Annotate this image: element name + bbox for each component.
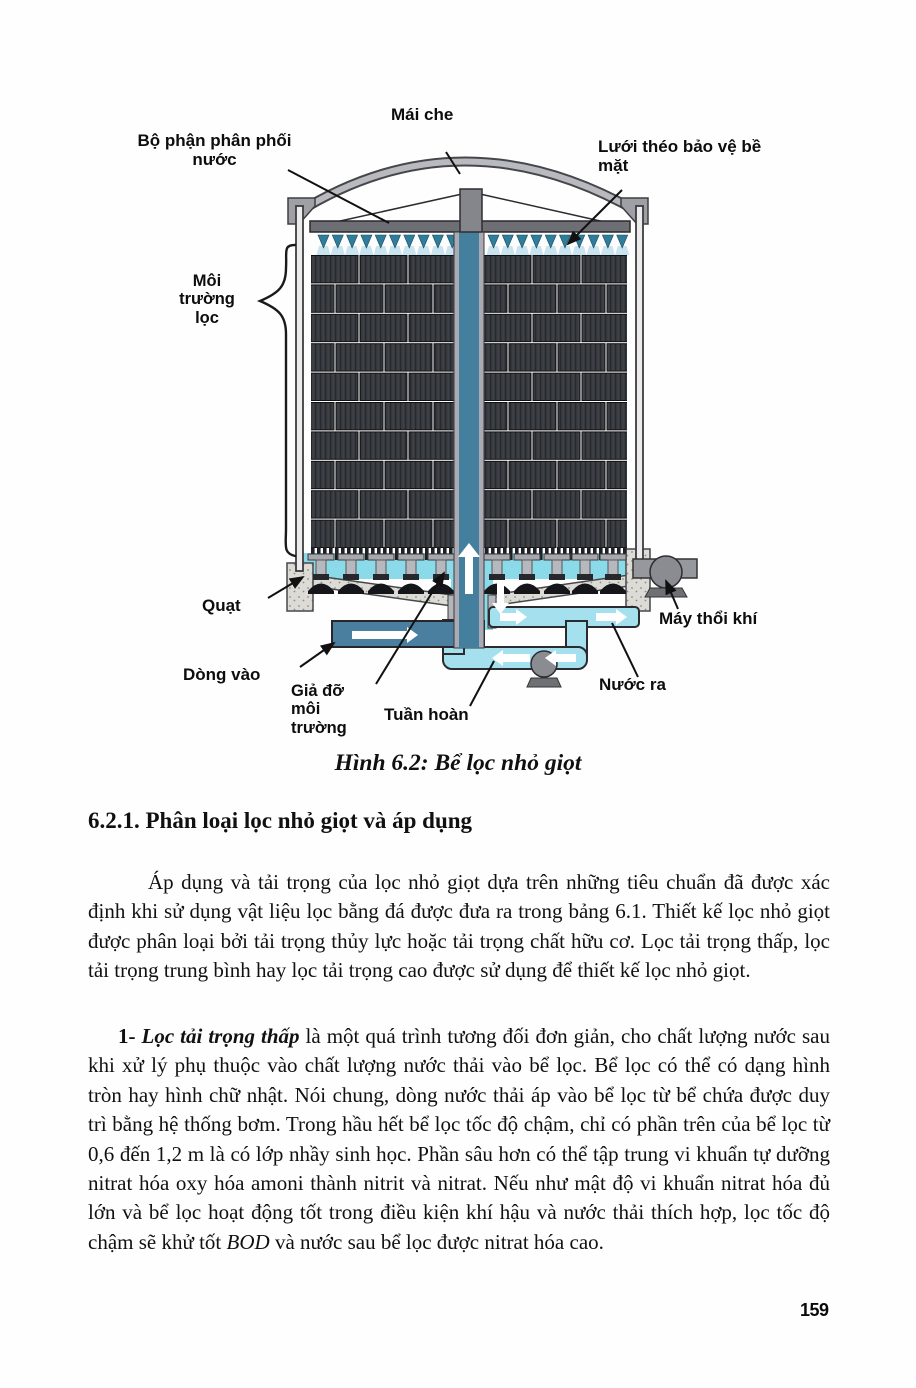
page-number: 159 [800,1300,829,1320]
label-filter-media: Môi trường lọc [179,272,235,327]
figure-caption: Hình 6.2: Bể lọc nhỏ giọt [334,750,582,776]
section-heading: 6.2.1. Phân loại lọc nhỏ giọt và áp dụng [88,808,473,833]
label-water-out: Nước ra [599,675,666,694]
label-fan: Quạt [202,596,241,615]
label-media-support: Giả đỡ môi trường [291,682,347,737]
paragraph-2-text-b: và nước sau bể lọc được nitrat hóa cao. [269,1229,604,1254]
paragraph-2-term: Lọc tải trọng thấp [141,1024,300,1048]
bod-term: BOD [226,1229,270,1254]
paragraph-2-number: 1- [118,1024,142,1048]
label-recirculation: Tuần hoàn [384,705,469,724]
label-water-distributor: Bộ phận phân phối nước [137,131,292,170]
label-air-blower: Máy thổi khí [659,609,758,628]
label-roof: Mái che [391,105,454,124]
label-inflow: Dòng vào [183,665,261,684]
paragraph-2 [88,1022,830,1257]
label-surface-mesh: Lưới théo bảo vệ bề mặt [598,137,762,176]
paragraph-1: Áp dụng và tải trọng của lọc nhỏ giọt dựa trên những tiêu chuẩn đã được xác định khi sử dụng vật liệu lọc bằng đá được đưa ra trong bảng 6.1. Thiết kế lọc nhỏ giọt được phân loại bởi tải trọng thủy lực hoặc tải trọng chất hữu cơ. Lọc tải trọng thấp, lọc tải trọng trung bình hay lọc tải trọng cao được sử dụng để thiết kế lọc nhỏ giọt. [88,870,830,983]
paragraph-2-text-a: là một quá trình tương đối đơn giản, cho chất lượng nước sau khi xử lý phụ thuộc vào chất lượng nước thải vào bể lọc. Bể lọc có thể có dạng hình tròn hay hình chữ nhật. Nói chung, dòng nước thải áp vào bể lọc từ bể chứa được duy trì bằng hệ thống bơm. Trong hầu hết bể lọc tốc độ chậm, chỉ có phần trên của bể lọc từ 0,6 đến 1,2 m là có lớp nhầy sinh học. Phần sâu hơn có thể tập trung vi khuẩn tự dưỡng nitrat hóa oxy hóa amoni thành nitrit và nitrat. Nếu như mật độ vi khuẩn nitrat hóa đủ lớn và bể lọc hoạt động tốt trong điều kiện khí hậu và nước thải thích hợp, lọc tốc độ chậm sẽ khử tốt [88,1024,830,1254]
